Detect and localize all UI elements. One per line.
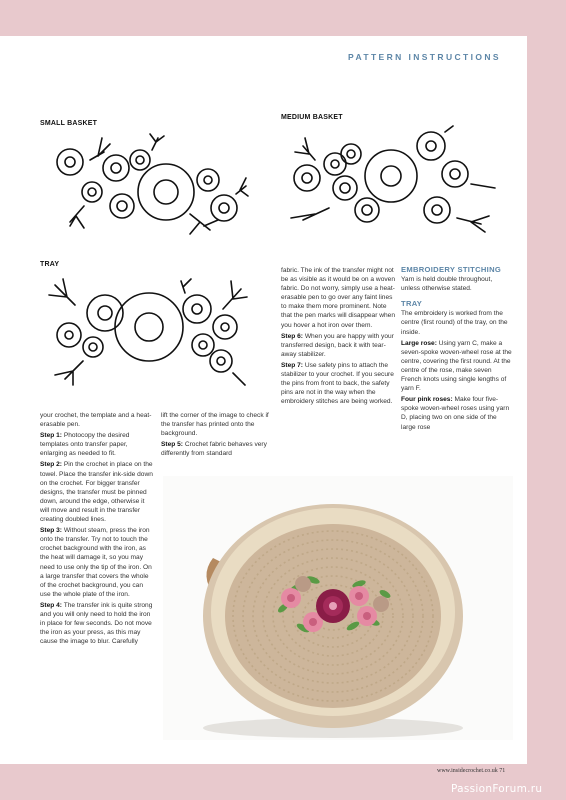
section-header: PATTERN INSTRUCTIONS bbox=[348, 52, 501, 62]
tray-template bbox=[45, 275, 250, 390]
embroidery-heading: EMBROIDERY STITCHING bbox=[401, 265, 502, 274]
column-2 bbox=[161, 411, 274, 460]
crochet-tray-illustration bbox=[163, 476, 513, 740]
column-4 bbox=[401, 265, 513, 434]
column-3 bbox=[281, 266, 395, 408]
column-2-text: lift the corner of the image to check if the transfer has printed onto the background. bbox=[161, 412, 269, 438]
tray-subheading: TRAY bbox=[401, 299, 423, 309]
medium-basket-label: MEDIUM BASKET bbox=[281, 114, 343, 121]
intro-text: your crochet, the template and a heat-erasable pen. bbox=[40, 412, 152, 429]
tray-intro: The embroidery is worked from the centre (first round) of the tray, on the inside. bbox=[401, 310, 508, 336]
tray-photo bbox=[163, 476, 513, 740]
step-7: Step 7: Use safety pins to attach the stabilizer to your crochet. If you secure the pins from front to back, the safety pins are not in the way when the embroidery stitches are being worked. bbox=[281, 361, 394, 406]
column-3-text: fabric. The ink of the transfer might not be as visible as it would be on a woven fabric. Do not worry, simply use a heat-erasable pen to go over any faint lines to make them more prominent. Note that the pen marks will disappear when you hover a hot iron over them. bbox=[281, 267, 395, 329]
step-4: Step 4: The transfer ink is quite strong and you will only need to hold the iron in place for few seconds. Do not move the iron as your press, as this may cause the image to blur. Carefully bbox=[40, 601, 153, 646]
small-basket-template bbox=[40, 130, 250, 240]
step-3: Step 3: Without steam, press the iron onto the transfer. Try not to touch the crochet background with the iron, as the heat will damage it, so you may need to use only the tip of the iron. On a large transfer that covers the whole of the crochet background, you can use the whole plate of the iron. bbox=[40, 527, 152, 598]
step-2: Step 2: Pin the crochet in place on the towel. Place the transfer ink-side down on the crochet. For bigger transfer designs, the transfer must be pinned down, around the edge, otherwise it will move and result in the transfer creating doubled lines. bbox=[40, 461, 153, 524]
step-5: Step 5: Crochet fabric behaves very differently from standard bbox=[161, 441, 267, 458]
embroidery-intro: Yarn is held double throughout, unless otherwise stated. bbox=[401, 276, 493, 293]
step-6: Step 6: When you are happy with your transferred design, back it with tear-away stabilizer. bbox=[281, 332, 394, 358]
column-1 bbox=[40, 411, 155, 648]
large-rose: Large rose: Using yarn C, make a seven-spoke woven-wheel rose at the centre, covering the first round. At the centre of the rose, make seven French knots using single lengths of yarn F. bbox=[401, 339, 512, 393]
pink-roses: Four pink roses: Make four five-spoke woven-wheel roses using yarn D, placing two on one side of the large rose bbox=[401, 396, 510, 431]
medium-basket-template bbox=[285, 124, 515, 234]
step-1: Step 1: Photocopy the desired templates onto transfer paper, enlarging as needed to fit. bbox=[40, 432, 130, 458]
footer-url: www.insidecrochet.co.uk 71 bbox=[437, 768, 506, 774]
small-basket-label: SMALL BASKET bbox=[40, 120, 98, 127]
tray-label: TRAY bbox=[40, 261, 60, 268]
watermark: PassionForum.ru bbox=[451, 783, 543, 795]
